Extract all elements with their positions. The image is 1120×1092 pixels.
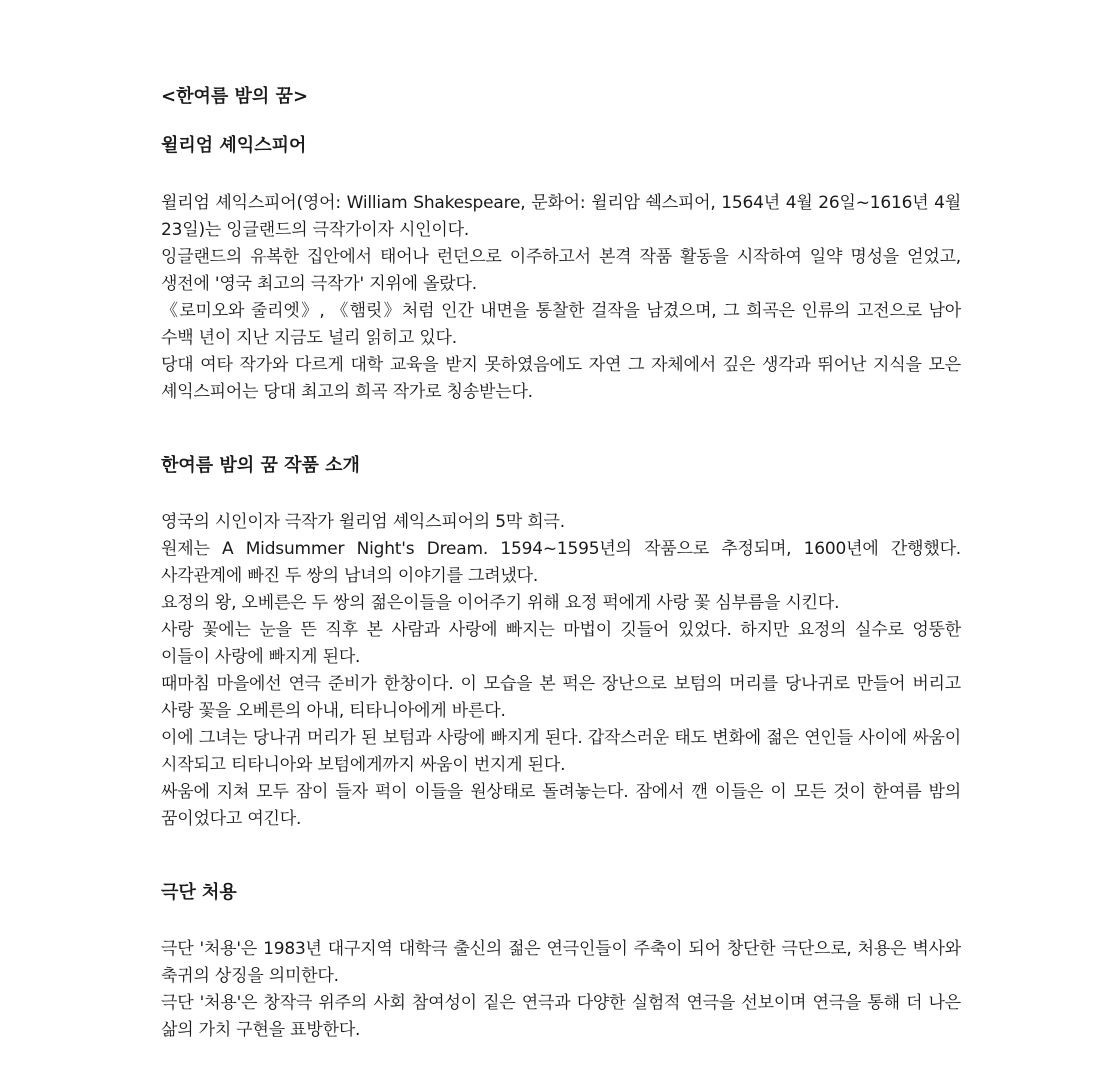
- document-page: [161, 84, 961, 1044]
- paragraph: 싸움에 지쳐 모두 잠이 들자 퍽이 이들을 원상태로 돌려놓는다. 잠에서 깬 이들은 이 모든 것이 한여름 밤의 꿈이었다고 여긴다.: [161, 782, 961, 829]
- paragraph: 당대 여타 작가와 다르게 대학 교육을 받지 못하였음에도 자연 그 자체에서 깊은 생각과 뛰어난 지식을 모은 셰익스피어는 당대 최고의 희곡 작가로 칭송받는다.: [161, 355, 961, 402]
- paragraph: 사랑 꽃에는 눈을 뜬 직후 본 사람과 사랑에 빠지는 마법이 깃들어 있었다. 하지만 요정의 실수로 엉뚱한 이들이 사랑에 빠지게 된다.: [161, 620, 961, 667]
- section-body-author: [161, 190, 961, 406]
- paragraph: 영국의 시인이자 극작가 윌리엄 셰익스피어의 5막 희극.: [161, 512, 565, 532]
- paragraph: 이에 그녀는 당나귀 머리가 된 보텀과 사랑에 빠지게 된다. 갑작스러운 태도 변화에 젊은 연인들 사이에 싸움이 시작되고 티타니아와 보텀에게까지 싸움이 번지게 된다.: [161, 728, 961, 775]
- paragraph: 때마침 마을에선 연극 준비가 한창이다. 이 모습을 본 퍽은 장난으로 보텀의 머리를 당나귀로 만들어 버리고 사랑 꽃을 오베른의 아내, 티타니아에게 바른다.: [161, 674, 961, 721]
- section-heading-troupe: 극단 처용: [161, 882, 237, 903]
- paragraph: 요정의 왕, 오베른은 두 쌍의 젊은이들을 이어주기 위해 요정 퍽에게 사랑 꽃 심부름을 시킨다.: [161, 593, 840, 613]
- paragraph: 극단 '처용'은 1983년 대구지역 대학극 출신의 젊은 연극인들이 주축이 되어 창단한 극단으로, 처용은 벽사와 축귀의 상징을 의미한다.: [161, 939, 961, 986]
- paragraph: 《로미오와 줄리엣》, 《햄릿》처럼 인간 내면을 통찰한 걸작을 남겼으며, 그 희곡은 인류의 고전으로 남아 수백 년이 지난 지금도 널리 읽히고 있다.: [161, 301, 961, 348]
- paragraph: 잉글랜드의 유복한 집안에서 태어나 런던으로 이주하고서 본격 작품 활동을 시작하여 일약 명성을 얻었고, 생전에 '영국 최고의 극작가' 지위에 올랐다.: [161, 247, 961, 294]
- section-body-work: [161, 509, 961, 833]
- section-heading-author: 윌리엄 셰익스피어: [161, 135, 307, 156]
- paragraph: 윌리엄 셰익스피어(영어: William Shakespeare, 문화어: 윌리암 쉑스피어, 1564년 4월 26일~1616년 4월 23일)는 잉글랜드의 극작가이자 시인이다.: [161, 193, 961, 240]
- section-body-troupe: [161, 936, 961, 1044]
- paragraph: 극단 '처용'은 창작극 위주의 사회 참여성이 짙은 연극과 다양한 실험적 연극을 선보이며 연극을 통해 더 나은 삶의 가치 구현을 표방한다.: [161, 993, 961, 1040]
- paragraph: 원제는 A Midsummer Night's Dream. 1594~1595년의 작품으로 추정되며, 1600년에 간행했다. 사각관계에 빠진 두 쌍의 남녀의 이야기를 그려냈다.: [161, 539, 961, 586]
- document-title: <한여름 밤의 꿈>: [161, 86, 309, 107]
- section-heading-work: 한여름 밤의 꿈 작품 소개: [161, 455, 360, 476]
